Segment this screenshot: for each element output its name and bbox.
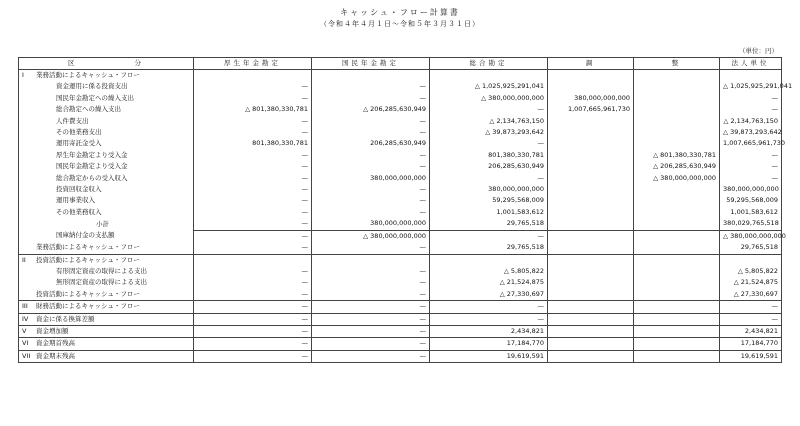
cell-sogo: △ 380,000,000,000 (430, 93, 548, 104)
table-row (19, 104, 782, 115)
cell-corporate: △ 27,330,697 (720, 289, 782, 301)
row-label: 財務活動によるキャッシュ・フロー (36, 302, 140, 311)
cell-corporate: △ 2,134,763,150 (720, 116, 782, 127)
table-row (19, 127, 782, 138)
cell-kosei: 801,380,330,781 (194, 138, 312, 149)
cell-kokumin: — (312, 338, 430, 350)
table-row (19, 173, 782, 184)
cell-adjust-1 (548, 338, 634, 350)
cell-adjust-2 (634, 289, 720, 301)
cell-corporate: 59,295,568,009 (720, 195, 782, 206)
row-label-cell (19, 313, 194, 325)
row-label-cell (19, 242, 194, 254)
cell-adjust-1 (548, 184, 634, 195)
cell-kosei: — (194, 301, 312, 313)
cell-corporate: △ 5,805,822 (720, 266, 782, 277)
row-label: 投資活動によるキャッシュ・フロー (36, 255, 140, 264)
cell-kokumin: — (312, 301, 430, 313)
cell-adjust-2 (634, 254, 720, 266)
cell-adjust-2 (634, 195, 720, 206)
cell-adjust-2 (634, 338, 720, 350)
table-row (19, 301, 782, 313)
row-label: 資金運用に係る投資支出 (56, 82, 128, 91)
row-label: 国庫納付金の支払額 (56, 231, 115, 240)
cell-adjust-1 (548, 138, 634, 149)
cell-sogo: — (430, 230, 548, 242)
cell-corporate: — (720, 173, 782, 184)
cell-kokumin (312, 70, 430, 82)
cell-sogo: — (430, 104, 548, 115)
table-row (19, 218, 782, 230)
row-label-cell (19, 81, 194, 92)
cell-kokumin: — (312, 150, 430, 161)
table-row (19, 150, 782, 161)
cell-kokumin: — (312, 116, 430, 127)
cell-adjust-1 (548, 313, 634, 325)
cell-adjust-1 (548, 242, 634, 254)
table-header-row (19, 58, 782, 70)
row-label-cell (19, 93, 194, 104)
cell-adjust-1 (548, 161, 634, 172)
row-label: 運用事業収入 (56, 196, 95, 205)
cell-kosei (194, 254, 312, 266)
cell-kokumin: — (312, 161, 430, 172)
cell-sogo: — (430, 301, 548, 313)
cell-adjust-1 (548, 325, 634, 337)
table-row (19, 266, 782, 277)
row-label: 投資回収金収入 (56, 185, 102, 194)
cell-adjust-2 (634, 184, 720, 195)
table-body (19, 70, 793, 363)
cell-sogo: △ 2,134,763,150 (430, 116, 548, 127)
cell-kosei: — (194, 218, 312, 230)
cell-kokumin: — (312, 207, 430, 218)
cell-kokumin: △ 206,285,630,949 (312, 104, 430, 115)
row-label-cell (19, 173, 194, 184)
row-label: 業務活動によるキャッシュ・フロー (36, 243, 140, 252)
row-label-cell (19, 195, 194, 206)
cell-kokumin: — (312, 350, 430, 362)
cell-sogo: 2,434,821 (430, 325, 548, 337)
cell-adjust-1 (548, 116, 634, 127)
cell-adjust-2 (634, 266, 720, 277)
cell-kokumin: — (312, 313, 430, 325)
unit-label: （単位：円） (739, 47, 778, 55)
table-row (19, 81, 782, 92)
cell-adjust-1 (548, 350, 634, 362)
cell-corporate: 380,000,000,000 (720, 184, 782, 195)
cell-corporate: — (720, 301, 782, 313)
cell-kosei: — (194, 277, 312, 288)
cell-adjust-2 (634, 230, 720, 242)
cell-corporate: — (720, 93, 782, 104)
row-label-cell (19, 116, 194, 127)
cell-kokumin: — (312, 242, 430, 254)
row-label: 資金増加額 (36, 326, 69, 335)
cell-corporate (720, 254, 782, 266)
cell-adjust-1 (548, 81, 634, 92)
cell-adjust-2: △ 801,380,330,781 (634, 150, 720, 161)
table-row (19, 313, 782, 325)
cell-kosei: — (194, 150, 312, 161)
cell-kosei: — (194, 184, 312, 195)
cell-sogo: 29,765,518 (430, 242, 548, 254)
cell-sogo: △ 21,524,875 (430, 277, 548, 288)
cell-sogo: 19,619,591 (430, 350, 548, 362)
header-adjust-1: 調 (548, 58, 634, 70)
cell-adjust-2 (634, 138, 720, 149)
cell-sogo: 1,001,583,612 (430, 207, 548, 218)
row-label: 資金に係る換算差額 (36, 314, 95, 323)
row-label-cell (19, 104, 194, 115)
cell-kokumin: — (312, 184, 430, 195)
row-label-cell (19, 207, 194, 218)
row-label: 有形固定資産の取得による支出 (56, 266, 147, 275)
cell-kosei: — (194, 313, 312, 325)
cell-sogo: △ 1,025,925,291,041 (430, 81, 548, 92)
row-label-cell (19, 138, 194, 149)
cell-kosei: — (194, 127, 312, 138)
cell-adjust-2 (634, 325, 720, 337)
cell-corporate: △ 380,000,000,000 (720, 230, 782, 242)
cell-sogo: △ 27,330,697 (430, 289, 548, 301)
row-label: 国民年金勘定への繰入支出 (56, 93, 134, 102)
cash-flow-table (18, 57, 793, 363)
table-row (19, 138, 782, 149)
cell-kokumin: — (312, 127, 430, 138)
table-row (19, 242, 782, 254)
header-sogo: 総合勘定 (430, 58, 548, 70)
section-number: V (22, 326, 27, 335)
page-title: キャッシュ・フロー計算書 (340, 8, 460, 17)
cell-sogo: 17,184,770 (430, 338, 548, 350)
cell-kosei: — (194, 116, 312, 127)
header-kosei: 厚生年金勘定 (194, 58, 312, 70)
cell-kosei: — (194, 81, 312, 92)
cell-adjust-1 (548, 207, 634, 218)
row-label-cell (19, 277, 194, 288)
cell-kosei: △ 801,380,330,781 (194, 104, 312, 115)
row-label-cell (19, 325, 194, 337)
row-label-cell (19, 254, 194, 266)
table-row (19, 184, 782, 195)
cell-adjust-1: 1,007,665,961,730 (548, 104, 634, 115)
row-label-cell (19, 338, 194, 350)
cell-sogo: — (430, 313, 548, 325)
cell-sogo (430, 254, 548, 266)
table-row (19, 70, 782, 82)
row-label-cell (19, 266, 194, 277)
cell-adjust-2: △ 380,000,000,000 (634, 173, 720, 184)
cell-kosei: — (194, 230, 312, 242)
table-row (19, 289, 782, 301)
cell-corporate: 1,001,583,612 (720, 207, 782, 218)
cell-corporate: — (720, 104, 782, 115)
cell-corporate: — (720, 150, 782, 161)
table-row (19, 116, 782, 127)
cell-corporate: 17,184,770 (720, 338, 782, 350)
table-row (19, 277, 782, 288)
cell-kokumin (312, 254, 430, 266)
row-label: 厚生年金勘定より受入金 (56, 150, 128, 159)
header-category: 区 分 (19, 58, 194, 70)
cell-adjust-1 (548, 70, 634, 82)
row-label: 総合勘定への繰入支出 (56, 105, 121, 114)
cell-kosei: — (194, 266, 312, 277)
cell-adjust-2 (634, 218, 720, 230)
cell-adjust-2 (634, 313, 720, 325)
cell-sogo: 29,765,518 (430, 218, 548, 230)
row-label-cell (19, 150, 194, 161)
row-label: 投資活動によるキャッシュ・フロー (36, 289, 140, 298)
cell-kokumin: — (312, 266, 430, 277)
cell-kosei: — (194, 242, 312, 254)
cell-kosei (194, 70, 312, 82)
cell-adjust-2 (634, 81, 720, 92)
cell-adjust-1 (548, 173, 634, 184)
cell-kosei: — (194, 207, 312, 218)
row-label-cell (19, 127, 194, 138)
cell-adjust-2 (634, 277, 720, 288)
cell-corporate: 29,765,518 (720, 242, 782, 254)
cell-kokumin: — (312, 277, 430, 288)
row-label-cell (19, 218, 194, 230)
cell-adjust-2 (634, 127, 720, 138)
row-label-cell (19, 70, 194, 82)
section-number: IV (22, 314, 29, 323)
cell-adjust-2 (634, 207, 720, 218)
cell-kokumin: — (312, 325, 430, 337)
cell-corporate: △ 21,524,875 (720, 277, 782, 288)
cell-kosei: — (194, 325, 312, 337)
row-label: 総合勘定からの受入収入 (56, 173, 128, 182)
cell-kokumin: — (312, 81, 430, 92)
cell-adjust-1 (548, 230, 634, 242)
row-label: 無形固定資産の取得による支出 (56, 278, 147, 287)
row-label-cell (19, 161, 194, 172)
cell-adjust-1 (548, 301, 634, 313)
row-label: 国民年金勘定より受入金 (56, 162, 128, 171)
cell-adjust-1 (548, 127, 634, 138)
cell-kosei: — (194, 289, 312, 301)
section-number: VII (22, 351, 31, 360)
cell-adjust-2 (634, 104, 720, 115)
cell-adjust-1: 380,000,000,000 (548, 93, 634, 104)
cell-corporate: — (720, 161, 782, 172)
table-row (19, 93, 782, 104)
cell-kosei: — (194, 93, 312, 104)
cell-corporate: — (720, 313, 782, 325)
row-label-cell (19, 350, 194, 362)
cell-kosei: — (194, 350, 312, 362)
cell-kokumin: — (312, 289, 430, 301)
table-row (19, 230, 782, 242)
cell-adjust-1 (548, 289, 634, 301)
section-number: III (22, 302, 28, 311)
cell-corporate: 380,029,765,518 (720, 218, 782, 230)
cell-kosei: — (194, 338, 312, 350)
cell-corporate: 1,007,665,961,730 (720, 138, 782, 149)
cell-kokumin: — (312, 93, 430, 104)
row-label: 運用寄託金受入 (56, 139, 102, 148)
header-adjust-2: 整 (634, 58, 720, 70)
row-label: 資金期首残高 (36, 339, 75, 348)
section-number: II (22, 255, 26, 264)
cell-adjust-1 (548, 254, 634, 266)
cell-corporate: △ 1,025,925,291,041 (720, 81, 782, 92)
cell-corporate: △ 39,873,293,642 (720, 127, 782, 138)
row-label-cell (19, 289, 194, 301)
table-row (19, 325, 782, 337)
cell-adjust-2 (634, 116, 720, 127)
cell-kosei: — (194, 161, 312, 172)
table-row (19, 195, 782, 206)
table-row (19, 338, 782, 350)
cell-sogo (430, 70, 548, 82)
cell-sogo: 801,380,330,781 (430, 150, 548, 161)
cell-adjust-2 (634, 242, 720, 254)
cell-kokumin: 380,000,000,000 (312, 173, 430, 184)
row-label: その他業務収入 (56, 207, 102, 216)
section-number: VI (22, 339, 29, 348)
cell-sogo: 59,295,568,009 (430, 195, 548, 206)
cell-adjust-2 (634, 70, 720, 82)
cell-adjust-1 (548, 277, 634, 288)
row-label: その他業務支出 (56, 128, 102, 137)
row-label-cell (19, 184, 194, 195)
row-label: 資金期末残高 (36, 351, 75, 360)
cell-kokumin: — (312, 195, 430, 206)
cell-sogo: — (430, 173, 548, 184)
cell-adjust-1 (548, 150, 634, 161)
cell-adjust-2 (634, 301, 720, 313)
period-subtitle: （令和４年４月１日〜令和５年３月３１日） (320, 20, 480, 28)
table-row (19, 207, 782, 218)
cell-sogo: — (430, 138, 548, 149)
cell-sogo: △ 5,805,822 (430, 266, 548, 277)
section-number: I (22, 71, 24, 79)
table-row (19, 350, 782, 362)
cell-adjust-2 (634, 93, 720, 104)
row-label: 業務活動によるキャッシュ・フロー (36, 71, 140, 79)
cell-sogo: 206,285,630,949 (430, 161, 548, 172)
row-label-cell (19, 230, 194, 242)
cell-kokumin: △ 380,000,000,000 (312, 230, 430, 242)
cell-adjust-2 (634, 350, 720, 362)
cell-sogo: △ 39,873,293,642 (430, 127, 548, 138)
cell-sogo: 380,000,000,000 (430, 184, 548, 195)
header-corporate: 法人単位 (720, 58, 782, 70)
cell-corporate (720, 70, 782, 82)
cell-kosei: — (194, 195, 312, 206)
header-kokumin: 国民年金勘定 (312, 58, 430, 70)
cell-corporate: 19,619,591 (720, 350, 782, 362)
cell-adjust-2: △ 206,285,630,949 (634, 161, 720, 172)
cell-kosei: — (194, 173, 312, 184)
row-label: 人件費支出 (56, 116, 89, 125)
cell-corporate: 2,434,821 (720, 325, 782, 337)
cell-adjust-1 (548, 195, 634, 206)
row-label: 小計 (96, 219, 109, 228)
row-label-cell (19, 301, 194, 313)
cell-adjust-1 (548, 218, 634, 230)
cell-adjust-1 (548, 266, 634, 277)
cell-kokumin: 380,000,000,000 (312, 218, 430, 230)
table-row (19, 161, 782, 172)
table-row (19, 254, 782, 266)
cell-kokumin: 206,285,630,949 (312, 138, 430, 149)
